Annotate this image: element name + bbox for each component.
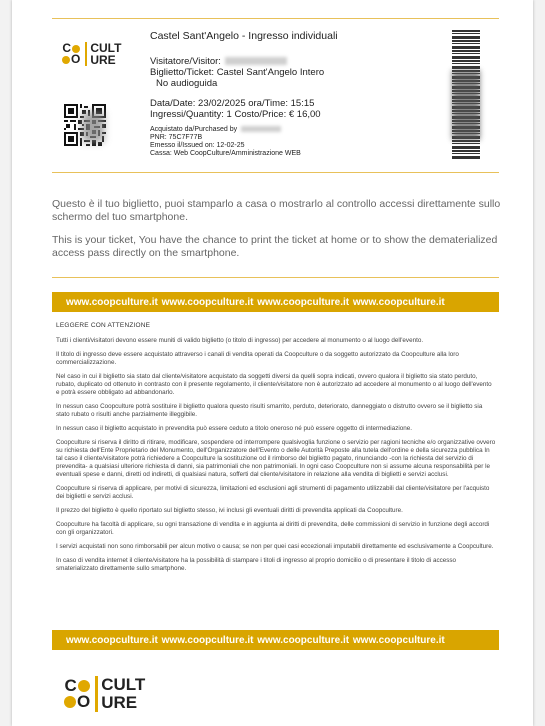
website-band-top: www.coopculture.it www.coopculture.it www.coopculture.it www.coopculture.it <box>52 292 499 312</box>
logo-dot <box>62 56 70 64</box>
legal-paragraph: I servizi acquistati non sono rimborsabili per alcun motivo o causa; se non per quei casi eccezionali imputabili direttamente ed esclusivamente a Coopculture. <box>56 543 494 550</box>
legal-section <box>56 322 496 579</box>
issued-on: Emesso il/Issued on: 12-02-25 <box>150 142 245 149</box>
legal-paragraph: In nessun caso Coopculture potrà sostituire il biglietto qualora questo risulti smarrito, perduto, deteriorato, danneggiato o distrutto ovvero se il biglietto sia stato rubato o risulti anche parzialmente illeggibile. <box>56 403 483 418</box>
ticket-type: Biglietto/Ticket: Castel Sant'Angelo Intero <box>150 67 325 78</box>
top-rule <box>52 18 499 19</box>
venue-title: Castel Sant'Angelo - Ingresso individuali <box>150 30 338 42</box>
info-english: This is your ticket, You have the chance to print the ticket at home or to show the dematerialized access pass directly on the smartphone. <box>52 234 498 259</box>
audioguide: No audioguida <box>156 78 218 89</box>
legal-paragraph: Nel caso in cui il biglietto sia stato dal cliente/visitatore acquistato da soggetti diversi da quelli sopra indicati, ovvero qualora il biglietto sia stato perduto, rubato, duplicato od ottenuto in contrasto con il presente regolamento, il cliente/visitatore non è autorizzato ad accedere al monumento o al luogo dell'evento e potrà essere obbligato ad abbandonarlo. <box>56 373 492 396</box>
ticket-page <box>12 0 533 726</box>
coopculture-logo: C O CULT URE <box>62 41 122 67</box>
quantity-price: Ingressi/Quantity: 1 Costo/Price: € 16,00 <box>150 109 321 120</box>
legal-paragraph: Il prezzo del biglietto è quello riportato sul biglietto stesso, ivi inclusi gli eventuali diritti di prevendita applicati da Coopculture. <box>56 507 403 514</box>
date-time: Data/Date: 23/02/2025 ora/Time: 15:15 <box>150 98 315 109</box>
legal-paragraph: Tutti i clienti/visitatori devono essere muniti di valido biglietto (o titolo di ingresso) per accedere al monumento o al luogo dell'evento. <box>56 337 424 344</box>
legal-paragraph: In nessun caso il biglietto acquistato in prevendita può essere ceduto a titolo oneroso né può essere oggetto di intermediazione. <box>56 425 413 432</box>
info-rule <box>52 277 499 278</box>
barcode <box>452 30 480 160</box>
ticket-bottom-rule <box>52 172 499 173</box>
info-italian: Questo è il tuo biglietto, puoi stamparlo a casa o mostrarlo al controllo accessi direttamente sullo schermo del tuo smartphone. <box>52 198 501 223</box>
cassa: Cassa: Web CoopCulture/Amministrazione WEB <box>150 150 301 157</box>
website-band-bottom: www.coopculture.it www.coopculture.it www.coopculture.it www.coopculture.it <box>52 630 499 650</box>
visitor-line: Visitatore/Visitor: <box>150 56 287 67</box>
legal-heading: LEGGERE CON ATTENZIONE <box>56 322 151 329</box>
qr-blur <box>82 112 104 142</box>
purchased-by: Acquistato da/Purchased by <box>150 125 281 134</box>
logo-dot <box>78 680 90 692</box>
legal-paragraph: Il titolo di ingresso deve essere acquistato attraverso i canali di vendita operati da Coopculture o da soggetto autorizzato da Coopculture alla loro commercializzazione. <box>56 351 459 366</box>
legal-paragraph: In caso di vendita internet il cliente/visitatore ha la possibilità di stampare i titoli di ingresso al proprio domicilio o di presentare il titolo di accesso smaterializzato direttamente sullo smartphone. <box>56 557 457 572</box>
legal-paragraph: Coopculture si riserva il diritto di ritirare, modificare, sospendere od interrompere qualsivoglia funzione o servizio per ragioni tecniche e/o organizzative ovvero su richiesta dell'Ente Proprietario del Monumento, dell'Organizzatore dell'Evento o delle Autorità Preposte alla tutela dell'ordine e della sicurezza pubblica In tal caso il cliente/visitatore potrà richiedere a Coopculture la sostituzione od il rimborso del biglietto pagato, rinunciando -con la richiesta del servizio di prevendita- a qualsiasi ulteriore richiesta di danni, sia patrimoniali che non patrimoniali. In ogni caso Coopculture non si assume alcuna responsabilità per le eventuali spese e danni, diretti od indiretti, di qualsiasi natura, sofferti dal cliente/visitatore in relazione alla vendita di biglietti e servizi acclusi. <box>56 439 496 478</box>
coopculture-logo-bottom: C O CULT URE <box>64 675 146 712</box>
logo-dot <box>64 696 76 708</box>
legal-paragraph: Coopculture si riserva di applicare, per motivi di sicurezza, limitazioni ed esclusioni agli strumenti di pagamento utilizzabili dal cliente/visitatore per l'acquisto dei biglietti e servizi acclusi. <box>56 485 490 500</box>
legal-paragraph: Coopculture ha facoltà di applicare, su ogni transazione di vendita e in aggiunta ai diritti di prevendita, delle commissioni di servizio in funzione degli accordi con gli organizzatori. <box>56 521 490 536</box>
pnr: PNR: 75C7F77B <box>150 134 203 141</box>
